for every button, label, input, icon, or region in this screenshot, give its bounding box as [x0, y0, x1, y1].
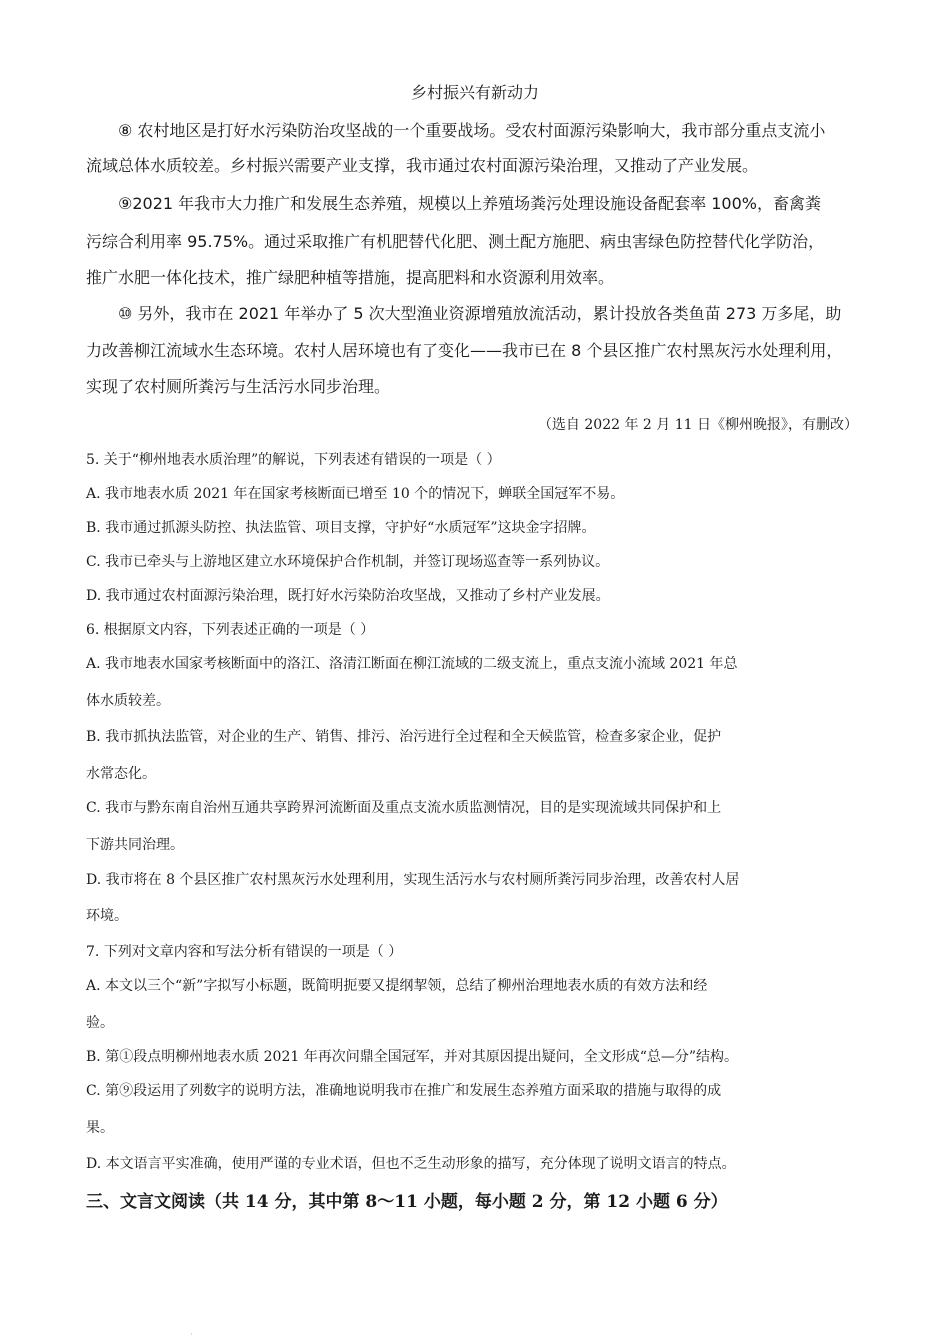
- question-6-option-b-line-2: 水常态化。: [86, 766, 156, 782]
- paragraph-9-line-1: ⑨2021 年我市大力推广和发展生态养殖，规模以上养殖场粪污处理设施设备配套率 100%，畜禽粪: [118, 194, 821, 213]
- paragraph-8-line-1: ⑧ 农村地区是打好水污染防治攻坚战的一个重要战场。受农村面源污染影响大，我市部分重点支流小: [118, 121, 826, 140]
- question-5-option-d: D. 我市通过农村面源污染治理，既打好水污染防治攻坚战，又推动了乡村产业发展。: [86, 588, 610, 604]
- paragraph-10-line-1: ⑩ 另外，我市在 2021 年举办了 5 次大型渔业资源增殖放流活动，累计投放各类鱼苗 273 万多尾，助: [118, 304, 842, 323]
- question-6-option-a-line-1: A. 我市地表水国家考核断面中的洛江、洛清江断面在柳江流域的二级支流上，重点支流小流域 2021 年总: [86, 656, 738, 672]
- question-7-option-b: B. 第①段点明柳州地表水质 2021 年再次问鼎全国冠军，并对其原因提出疑问，全文形成“总—分”结构。: [86, 1049, 739, 1065]
- paragraph-9-line-2: 污综合利用率 95.75%。通过采取推广有机肥替代化肥、测土配方施肥、病虫害绿色防控替代化学防治，: [86, 232, 825, 251]
- footer-mark: ·: [190, 1330, 193, 1339]
- section-3-heading: 三、文言文阅读（共 14 分，其中第 8～11 小题，每小题 2 分，第 12 小题 6 分）: [86, 1192, 728, 1212]
- question-7-stem: 7. 下列对文章内容和写法分析有错误的一项是（ ）: [86, 944, 403, 960]
- question-6-stem: 6. 根据原文内容，下列表述正确的一项是（ ）: [86, 622, 375, 638]
- question-7-option-a-line-1: A. 本文以三个“新”字拟写小标题，既简明扼要又提纲挈领，总结了柳州治理地表水质的有效方法和经: [86, 978, 708, 994]
- question-6-option-d-line-2: 环境。: [86, 908, 128, 924]
- question-5-option-a: A. 我市地表水质 2021 年在国家考核断面已增至 10 个的情况下，蝉联全国冠军不易。: [86, 486, 625, 502]
- question-6-option-c-line-2: 下游共同治理。: [86, 837, 184, 853]
- question-6-option-b-line-1: B. 我市抓执法监管，对企业的生产、销售、排污、治污进行全过程和全天候监管，检查多家企业，促护: [86, 729, 722, 745]
- paragraph-9-line-3: 推广水肥一体化技术，推广绿肥种植等措施，提高肥料和水资源利用效率。: [86, 268, 615, 287]
- paragraph-8-line-2: 流域总体水质较差。乡村振兴需要产业支撑，我市通过农村面源污染治理，又推动了产业发展。: [86, 156, 759, 175]
- question-6-option-a-line-2: 体水质较差。: [86, 693, 170, 709]
- question-5-stem: 5. 关于“柳州地表水质治理”的解说，下列表述有错误的一项是（ ）: [86, 452, 501, 468]
- paragraph-10-line-3: 实现了农村厕所粪污与生活污水同步治理。: [86, 377, 391, 396]
- question-5-option-b: B. 我市通过抓源头防控、执法监管、项目支撑，守护好“水质冠军”这块金字招牌。: [86, 520, 596, 536]
- question-7-option-d: D. 本文语言平实准确，使用严谨的专业术语，但也不乏生动形象的描写，充分体现了说明文语言的特点。: [86, 1156, 736, 1172]
- article-subtitle: 乡村振兴有新动力: [410, 83, 539, 102]
- article-source: （选自 2022 年 2 月 11 日《柳州晚报》，有删改）: [537, 417, 858, 433]
- question-7-option-c-line-2: 果。: [86, 1120, 114, 1136]
- question-7-option-c-line-1: C. 第⑨段运用了列数字的说明方法，准确地说明我市在推广和发展生态养殖方面采取的措施与取得的成: [86, 1083, 722, 1099]
- question-6-option-c-line-1: C. 我市与黔东南自治州互通共享跨界河流断面及重点支流水质监测情况，目的是实现流域共同保护和上: [86, 800, 722, 816]
- question-5-option-c: C. 我市已牵头与上游地区建立水环境保护合作机制，并签订现场巡查等一系列协议。: [86, 554, 610, 570]
- question-6-option-d-line-1: D. 我市将在 8 个县区推广农村黑灰污水处理利用，实现生活污水与农村厕所粪污同步治理，改善农村人居: [86, 872, 740, 888]
- question-7-option-a-line-2: 验。: [86, 1015, 114, 1031]
- paragraph-10-line-2: 力改善柳江流域水生态环境。农村人居环境也有了变化——我市已在 8 个县区推广农村黑灰污水处理利用，: [86, 341, 843, 360]
